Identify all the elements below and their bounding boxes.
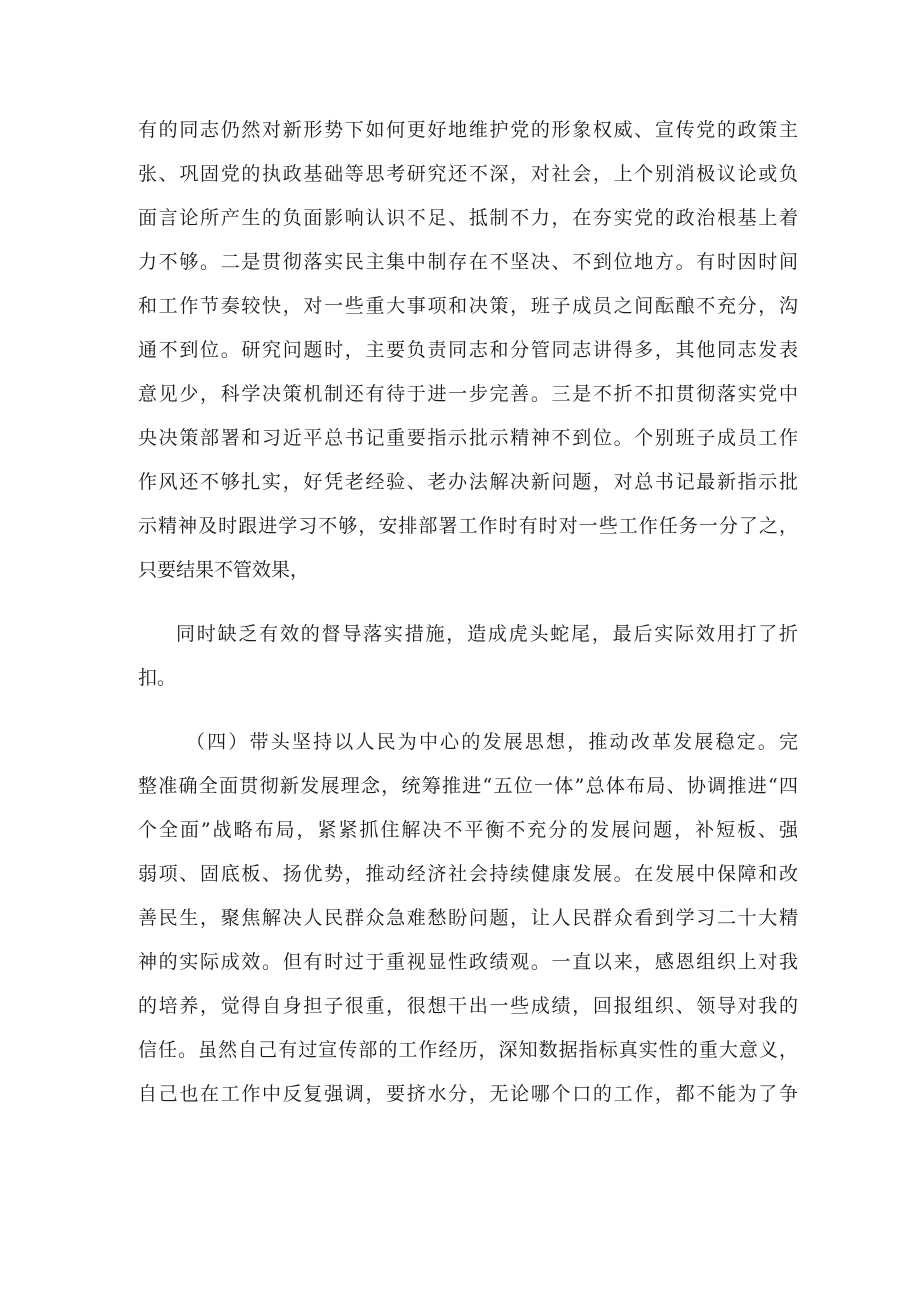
paragraph	[138, 720, 798, 1116]
text-line: 整准确全面贯彻新发展理念，统筹推进“五位一体”总体布局、协调推进“四	[138, 775, 798, 797]
text-line: 张、巩固党的执政基础等思考研究还不深，对社会，上个别消极议论或负	[138, 163, 798, 185]
text-line: 通不到位。研究问题时，主要负责同志和分管同志讲得多，其他同志发表	[138, 339, 798, 361]
paragraph	[138, 108, 798, 592]
text-line: 善民生，聚焦解决人民群众急难愁盼问题，让人民群众看到学习二十大精	[138, 907, 798, 929]
text-line: 有的同志仍然对新形势下如何更好地维护党的形象权威、宣传党的政策主	[138, 119, 798, 141]
text-line: 的培养，觉得自身担子很重，很想干出一些成绩，回报组织、领导对我的	[138, 995, 798, 1017]
text-line: 力不够。二是贯彻落实民主集中制存在不坚决、不到位地方。有时因时间	[138, 251, 798, 273]
text-line: 信任。虽然自己有过宣传部的工作经历，深知数据指标真实性的重大意义，	[138, 1039, 798, 1061]
paragraph-gap	[138, 700, 798, 720]
paragraph-gap	[138, 592, 798, 612]
text-line: 示精神及时跟进学习不够，安排部署工作时有时对一些工作任务一分了之，	[138, 515, 798, 537]
paragraph	[138, 612, 798, 700]
text-line: （四）带头坚持以人民为中心的发展思想，推动改革发展稳定。完	[186, 731, 798, 753]
text-line: 和工作节奏较快，对一些重大事项和决策，班子成员之间酝酿不充分，沟	[138, 295, 798, 317]
text-line: 央决策部署和习近平总书记重要指示批示精神不到位。个别班子成员工作	[138, 427, 798, 449]
body-text	[138, 108, 798, 1116]
text-line: 自己也在工作中反复强调，要挤水分，无论哪个口的工作，都不能为了争	[138, 1083, 798, 1105]
text-line: 只要结果不管效果，	[138, 559, 310, 581]
text-line: 意见少，科学决策机制还有待于进一步完善。三是不折不扣贯彻落实党中	[138, 383, 798, 405]
text-line: 弱项、固底板、扬优势，推动经济社会持续健康发展。在发展中保障和改	[138, 863, 798, 885]
text-line: 面言论所产生的负面影响认识不足、抵制不力，在夯实党的政治根基上着	[138, 207, 798, 229]
text-line: 个全面”战略布局，紧紧抓住解决不平衡不充分的发展问题，补短板、强	[138, 819, 798, 841]
text-line: 同时缺乏有效的督导落实措施，造成虎头蛇尾，最后实际效用打了折	[176, 623, 798, 645]
text-line: 扣。	[138, 667, 177, 689]
text-line: 神的实际成效。但有时过于重视显性政绩观。一直以来，感恩组织上对我	[138, 951, 798, 973]
text-line: 作风还不够扎实，好凭老经验、老办法解决新问题，对总书记最新指示批	[138, 471, 798, 493]
